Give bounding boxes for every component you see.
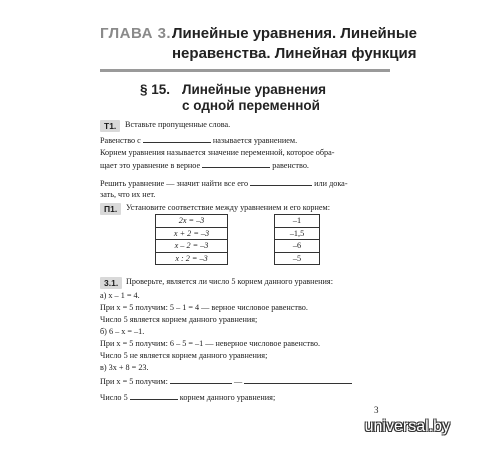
ex31-b2: Число 5 не является корнем данного уравнения; [100,351,268,360]
roots-table [274,214,320,265]
t1-line2: Корнем уравнения называется значение переменной, которое обра- [100,148,335,157]
ex31-a: а) x – 1 = 4. [100,291,140,300]
equation-cell[interactable]: x – 2 = –3 [156,240,228,253]
ex31-a1: При x = 5 получим: 5 – 1 = 4 — верное числовое равенство. [100,303,308,312]
ex31-c: в) 3x + 8 = 23. [100,363,149,372]
ex31-b1: При x = 5 получим: 6 – 5 = –1 — неверное числовое равенство. [100,339,321,348]
ex31-c1-dash: — [233,377,243,386]
t1-line1-end: называется уравнением. [212,136,298,145]
equation-cell[interactable]: x : 2 = –3 [156,252,228,265]
ex31-blank-2[interactable] [244,376,352,384]
ex31-tag: 3.1. [100,277,122,289]
t1-line4-end: или дока- [314,179,348,188]
root-cell[interactable]: –6 [275,240,320,253]
ex31-a2: Число 5 является корнем данного уравнения; [100,315,258,324]
ex31-blank-1[interactable] [170,376,232,384]
ex31-b: б) 6 – x = –1. [100,327,145,336]
root-cell[interactable]: –1,5 [275,227,320,240]
header-rule [100,69,390,72]
equation-cell[interactable]: 2x = –3 [156,215,228,228]
ex31-blank-3[interactable] [130,392,178,400]
t1-line1 [100,135,297,145]
ex31-c1-start: При x = 5 получим: [100,377,168,386]
t1-line4 [100,178,348,188]
t1-line3 [100,160,309,170]
ex31-c1 [100,376,352,386]
p1-instruction: Установите соответствие между уравнением и его корнем: [126,203,330,212]
t1-tag: Т1. [100,120,120,132]
ex31-c2-start: Число 5 [100,393,128,402]
t1-line5: зать, что их нет. [100,190,156,199]
ex31-instruction: Проверьте, является ли число 5 корнем данного уравнения: [126,277,333,286]
t1-line3-end: равенство. [272,161,309,170]
t1-line4-start: Решить уравнение — значит найти все его [100,179,249,188]
page-number: 3 [374,405,379,415]
chapter-title-line1: Линейные уравнения. Линейные [172,25,417,42]
ex31-c2-end: корнем данного уравнения; [179,393,276,402]
t1-line3-start: щает это уравнение в верное [100,161,201,170]
root-cell[interactable]: –5 [275,252,320,265]
t1-blank-3[interactable] [250,178,312,186]
watermark: universal.by [364,418,450,435]
t1-line1-start: Равенство с [100,136,141,145]
root-cell[interactable]: –1 [275,215,320,228]
t1-blank-1[interactable] [143,135,211,143]
chapter-title-line2: неравенства. Линейная функция [172,45,417,62]
t1-blank-2[interactable] [202,160,270,168]
chapter-label: ГЛАВА 3. [100,25,172,42]
equation-cell[interactable]: x + 2 = –3 [156,227,228,240]
section-title-line1: Линейные уравнения [182,82,327,97]
t1-instruction: Вставьте пропущенные слова. [125,120,231,129]
equations-table [155,214,228,265]
section-title-line2: с одной переменной [182,98,320,113]
section-number: § 15. [140,82,171,97]
p1-tag: П1. [100,203,121,215]
ex31-c2 [100,392,275,402]
